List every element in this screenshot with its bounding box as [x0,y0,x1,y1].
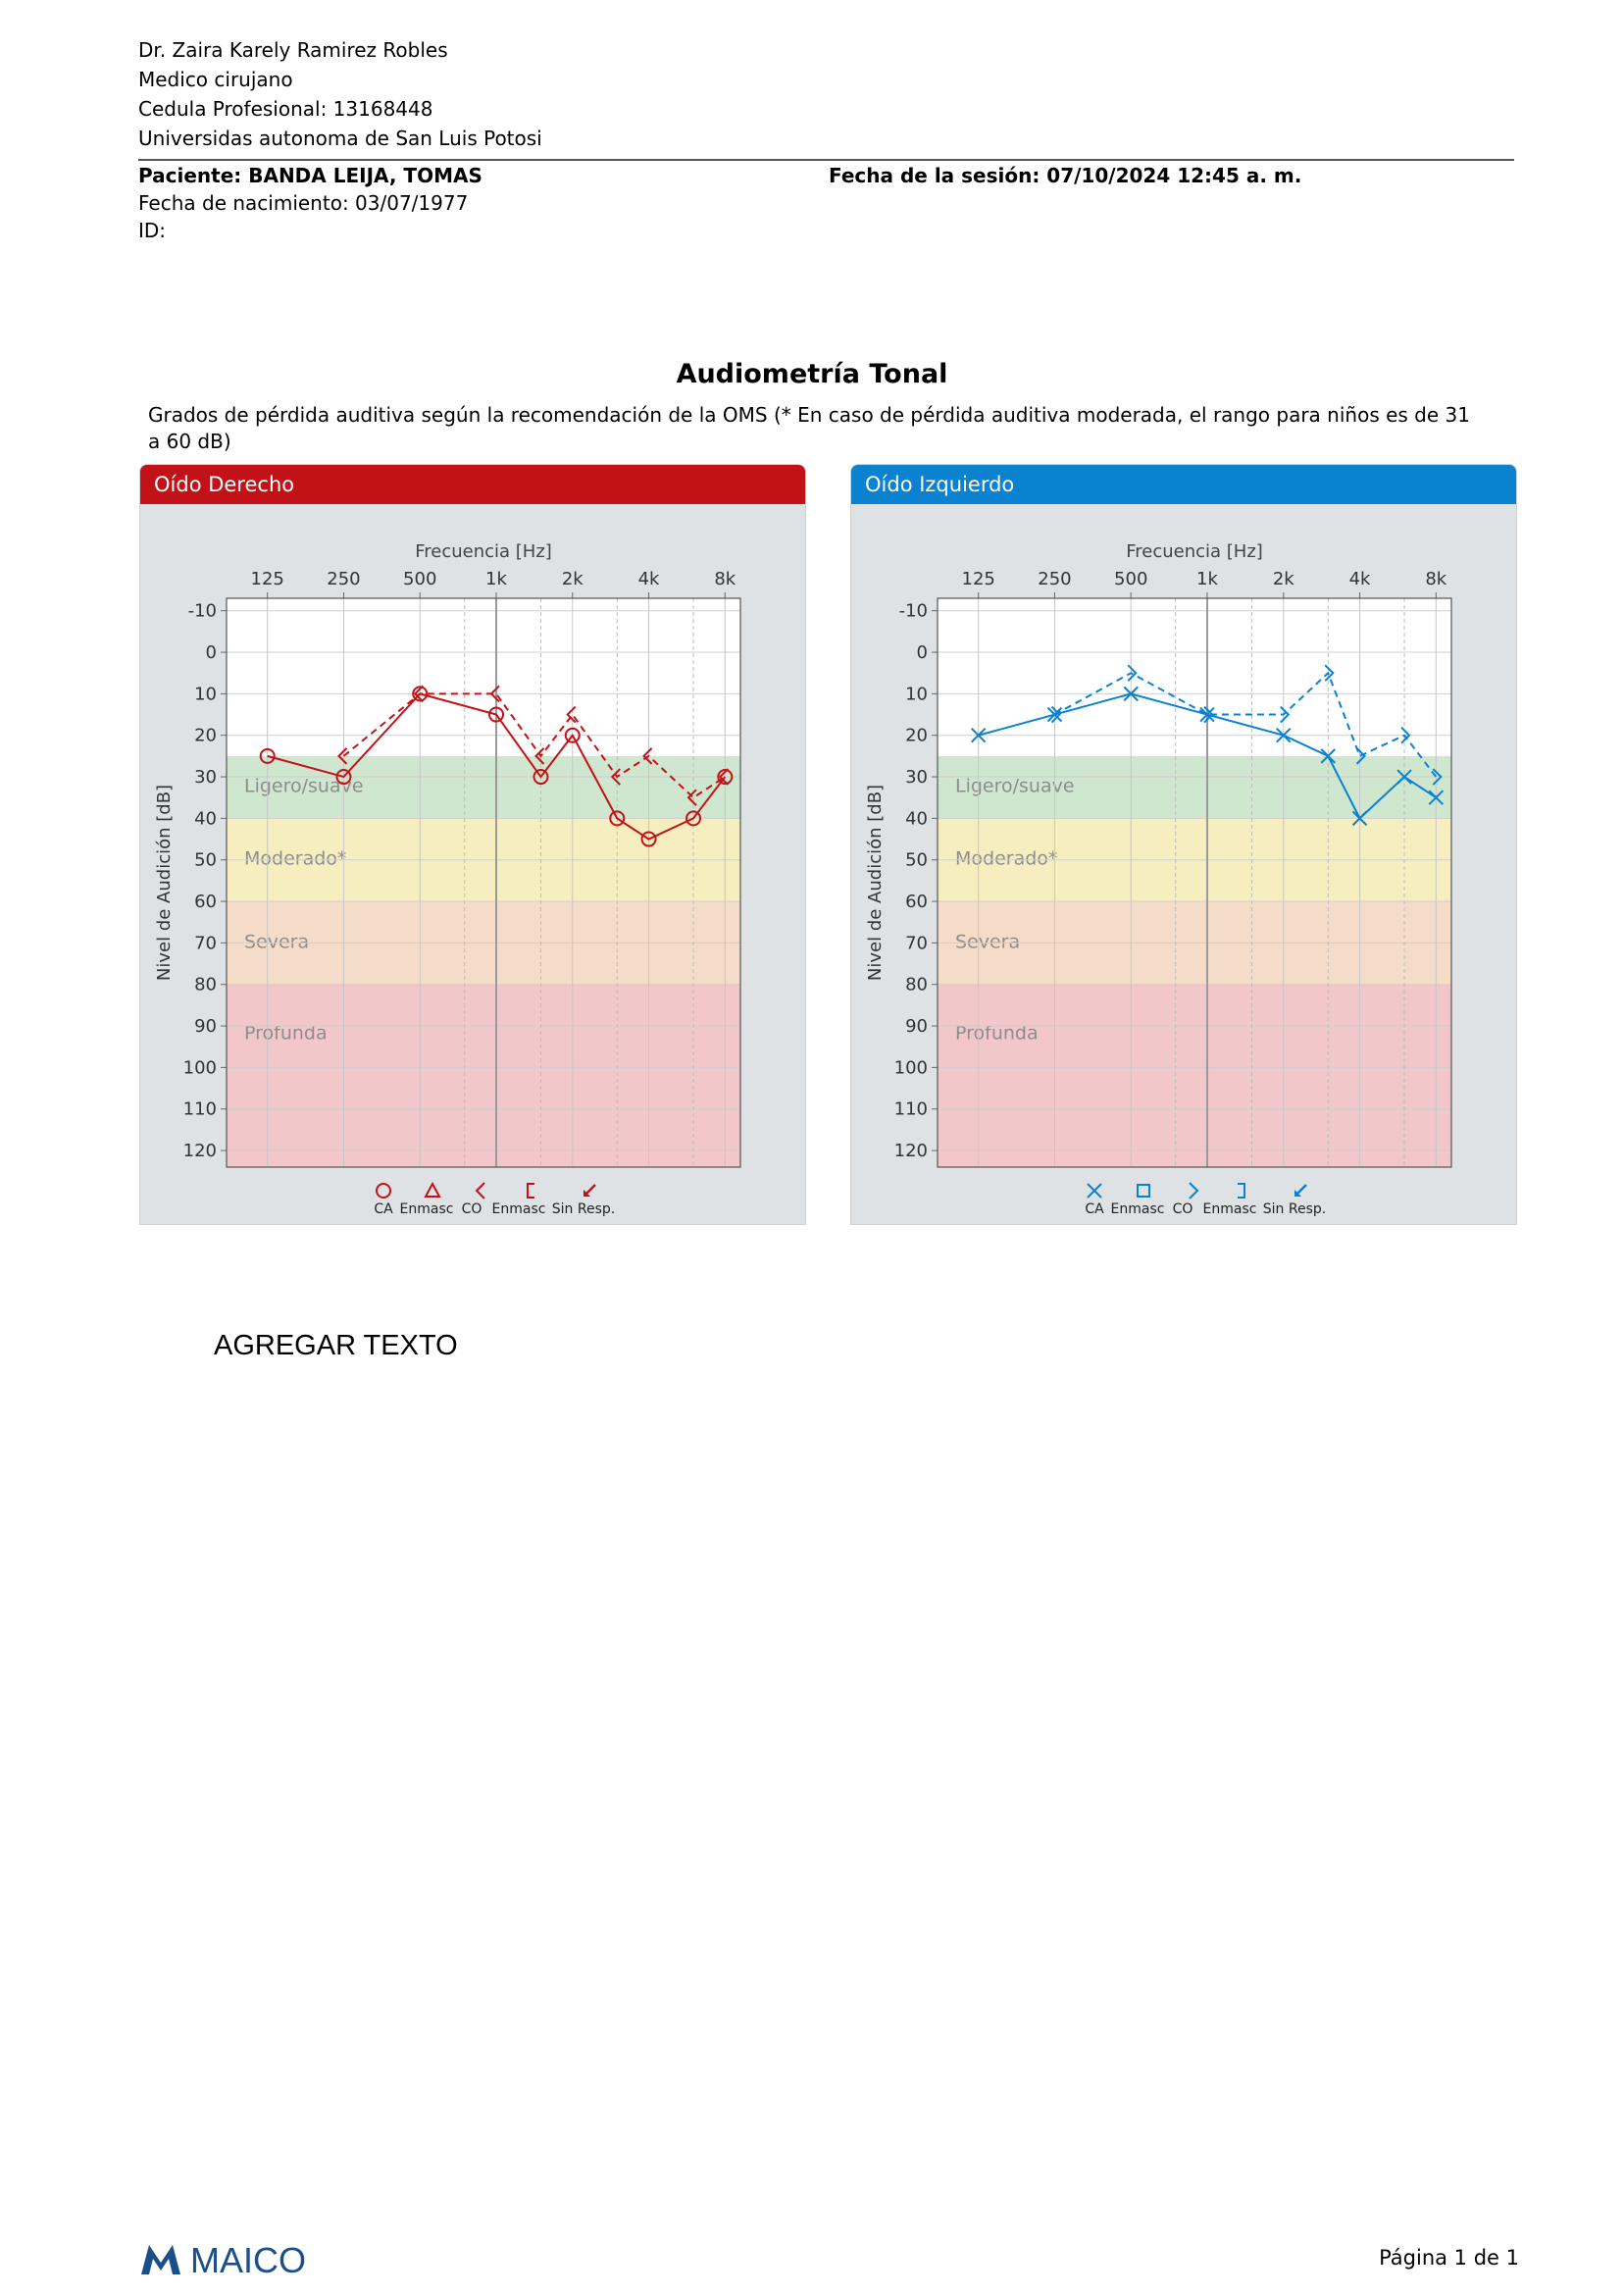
chart0-xtick-label: 2k [561,569,584,589]
chart0-ytick-label: 110 [182,1098,217,1120]
chart0-legend-label: Enmasc [399,1201,454,1217]
chart0-legend-label: CA [374,1201,393,1217]
doctor-info [138,35,542,153]
chart0-legend-symbol [528,1184,534,1198]
chart1-ytick-label: -10 [898,600,928,622]
chart1-legend-label: Enmasc [1110,1201,1165,1217]
chart0-legend-symbol [477,1183,484,1199]
chart1-ytick-label: 60 [905,892,928,913]
doctor-specialty: Medico cirujano [138,68,293,91]
page-number: Página 1 de 1 [1379,2246,1519,2270]
chart1-ytick-label: 80 [905,974,928,995]
chart0-xtick-label: 4k [637,569,660,589]
chart1-ytick-label: 90 [905,1016,928,1038]
session-date: Fecha de la sesión: 07/10/2024 12:45 a. m. [829,164,1302,187]
chart1-xtick-label: 2k [1272,569,1294,589]
chart0-band-label: Profunda [244,1022,328,1045]
chart0-x-axis-label: Frecuencia [Hz] [415,541,552,562]
chart0-legend [374,1183,615,1217]
chart1-ytick-label: 110 [893,1098,928,1120]
chart0-xtick-label: 1k [485,569,507,589]
chart1-ytick-label: 30 [905,767,928,789]
chart0-band-label: Moderado* [244,847,347,870]
chart0-xtick-label: 8k [714,569,736,589]
chart0-ytick-label: 30 [194,767,217,789]
chart0-band-label: Ligero/suave [244,775,364,797]
chart0-ytick-label: 0 [205,642,217,664]
chart1-band-label: Moderado* [955,847,1058,870]
left-ear-title: Oído Izquierdo [865,473,1015,496]
chart0-ytick-label: 20 [194,725,217,746]
header-divider [138,159,1514,161]
chart1-y-axis-label: Nivel de Audición [dB] [865,784,886,982]
chart1-band-profunda [938,985,1451,1167]
chart1-ytick-label: 100 [893,1057,928,1079]
chart1-xtick-label: 8k [1425,569,1447,589]
patient-birthdate: Fecha de nacimiento: 03/07/1977 [138,191,469,215]
left-ear-audiogram [851,465,1516,1224]
chart0-y-axis-label: Nivel de Audición [dB] [154,784,175,982]
chart0-ytick-label: 100 [182,1057,217,1079]
chart1-legend-label: Sin Resp. [1262,1201,1327,1217]
chart1-ytick-label: 10 [905,684,928,705]
chart1-xtick-label: 4k [1348,569,1371,589]
chart1-legend-symbol [1190,1183,1197,1199]
chart1-ytick-label: 50 [905,849,928,871]
chart0-ytick-label: 60 [194,892,217,913]
chart1-legend-label: CO [1172,1201,1193,1217]
logo-text: MAICO [190,2240,307,2278]
maico-logo-icon [139,2237,335,2278]
chart1-ytick-label: 20 [905,725,928,746]
maico-logo [139,2237,335,2282]
chart1-x-axis-label: Frecuencia [Hz] [1126,541,1263,562]
chart0-ytick-label: 10 [194,684,217,705]
patient-name: Paciente: BANDA LEIJA, TOMAS [138,164,482,187]
chart0-xtick-label: 250 [327,569,361,589]
chart1-ytick-label: 70 [905,933,928,954]
description: Grados de pérdida auditiva según la recomendación de la OMS (* En caso de pérdida auditiva moderada, el rango para niños es de 31 a 60 dB) [148,403,1470,453]
chart0-xtick-label: 125 [250,569,284,589]
patient-info [138,162,482,244]
chart1-band-label: Profunda [955,1022,1039,1045]
add-text-placeholder[interactable]: AGREGAR TEXTO [214,1330,458,1361]
chart0-legend-label: Enmasc [491,1201,546,1217]
patient-id: ID: [138,219,167,242]
chart1-legend-symbol [1238,1184,1244,1198]
chart1-xtick-label: 1k [1196,569,1218,589]
chart1-band-label: Ligero/suave [955,775,1075,797]
chart1-xtick-label: 250 [1038,569,1072,589]
chart1-legend [1085,1183,1326,1217]
chart0-ytick-label: 90 [194,1016,217,1038]
chart1-ytick-label: 40 [905,808,928,830]
chart1-legend-label: Enmasc [1202,1201,1257,1217]
right-ear-audiogram [140,465,805,1224]
left-ear-panel [850,464,1517,1225]
chart0-ytick-label: 80 [194,974,217,995]
chart1-legend-symbol [1138,1185,1149,1197]
chart1-xtick-label: 500 [1114,569,1148,589]
chart0-legend-label: CO [461,1201,482,1217]
chart0-ytick-label: -10 [187,600,217,622]
chart0-ytick-label: 70 [194,933,217,954]
chart0-legend-label: Sin Resp. [551,1201,616,1217]
chart0-band-label: Severa [244,931,310,953]
page-title: Audiometría Tonal [676,359,948,389]
chart0-band-profunda [227,985,740,1167]
chart0-legend-symbol [426,1184,439,1197]
chart0-xtick-label: 500 [403,569,437,589]
chart1-legend-label: CA [1085,1201,1104,1217]
chart0-legend-symbol [377,1184,390,1198]
doctor-name: Dr. Zaira Karely Ramirez Robles [138,38,448,62]
doctor-university: Universidas autonoma de San Luis Potosi [138,127,542,150]
chart1-xtick-label: 125 [961,569,995,589]
chart1-ytick-label: 0 [916,642,928,664]
right-ear-panel [139,464,806,1225]
chart1-legend-symbol [1088,1184,1101,1198]
chart1-band-label: Severa [955,931,1021,953]
chart0-ytick-label: 40 [194,808,217,830]
chart1-ytick-label: 120 [893,1141,928,1162]
right-ear-title: Oído Derecho [154,473,295,496]
chart0-ytick-label: 120 [182,1141,217,1162]
doctor-license: Cedula Profesional: 13168448 [138,97,433,121]
chart0-ytick-label: 50 [194,849,217,871]
